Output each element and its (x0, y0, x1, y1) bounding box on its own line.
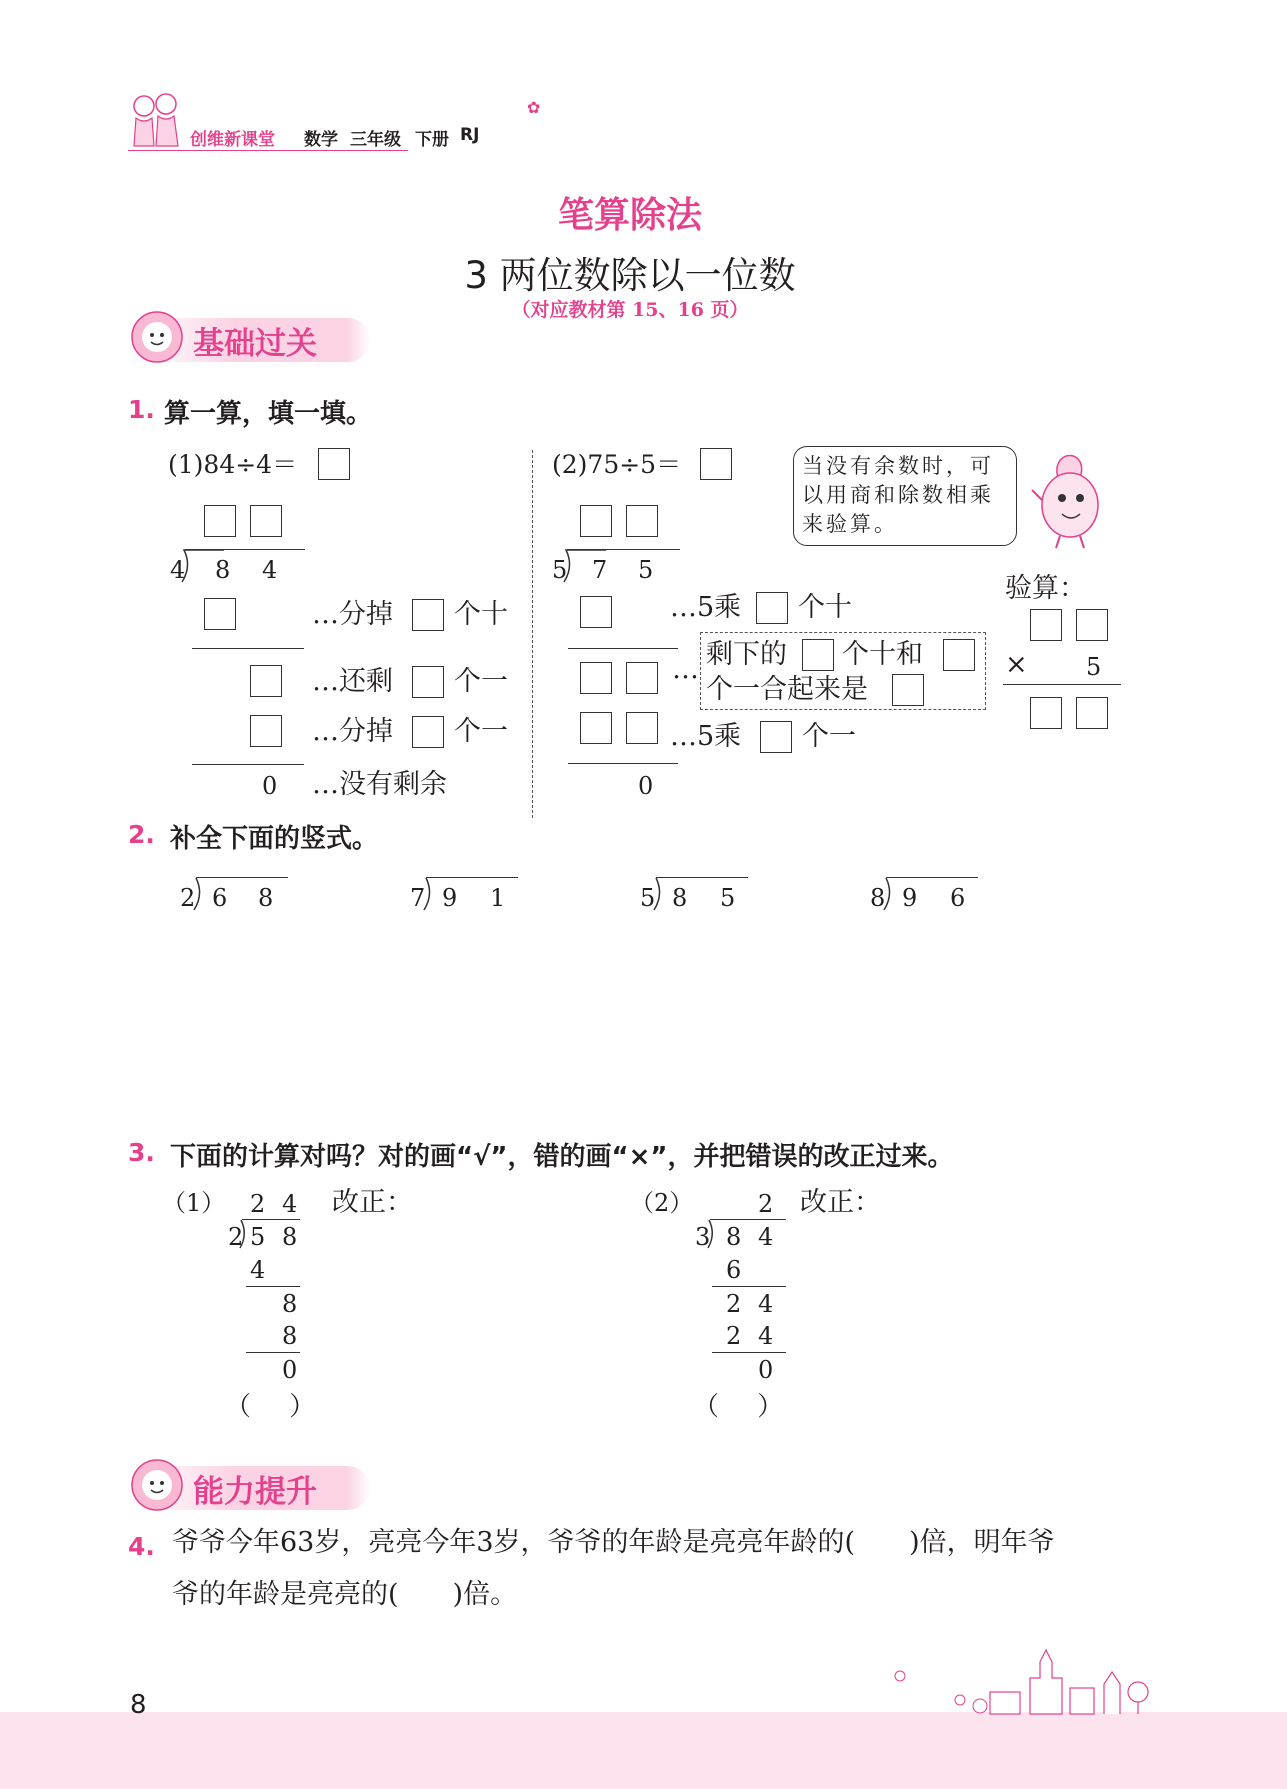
step-line (568, 763, 678, 764)
q3-p2-step: 6 (726, 1256, 742, 1284)
page-number: 8 (130, 1690, 147, 1720)
q3-p2-step-digit: 2 (726, 1322, 742, 1350)
quotient-box[interactable] (204, 505, 236, 537)
q3-p1-answer-paren[interactable]: （ ） (225, 1392, 316, 1422)
q2-divisor: 8 (870, 884, 886, 912)
q2-dividend-digit: 6 (212, 884, 228, 912)
q1-text: 算一算，填一填。 (164, 399, 373, 429)
step-box[interactable] (250, 715, 282, 747)
division-bar (242, 1219, 300, 1220)
q3-p2-quotient: 2 (758, 1190, 774, 1218)
q1-number: 1. (128, 395, 155, 424)
q1-p1-note: 个一 (454, 716, 508, 747)
q1-p1-expression: (1)84÷4＝ (168, 450, 298, 479)
check-label: 验算： (1005, 573, 1086, 604)
q1-p1-note: …还剩 (312, 666, 393, 697)
step-box[interactable] (204, 598, 236, 630)
fill-box[interactable] (412, 716, 444, 748)
q1-p1-note: …没有剩余 (312, 769, 447, 800)
q2-divisor: 2 (180, 884, 196, 912)
q1-p2-note: …5乘 (670, 592, 742, 623)
quotient-box[interactable] (580, 505, 612, 537)
step-line (568, 648, 678, 649)
fill-box[interactable] (943, 639, 975, 671)
q1-p1-note: 个一 (454, 666, 508, 697)
q1-p2-dots: … (672, 654, 699, 685)
q2-divisor: 5 (640, 884, 656, 912)
q3-p2-divisor: 3 (695, 1223, 711, 1251)
check-line (1003, 684, 1121, 685)
q1-p1-note: …分掉 (312, 599, 393, 630)
q3-p1-remainder: 0 (282, 1356, 298, 1384)
q1-p2-divisor: 5 (552, 556, 568, 584)
header-volume: 下册 (415, 130, 449, 150)
q3-number: 3. (128, 1138, 155, 1167)
step-line (712, 1286, 786, 1287)
step-box[interactable] (580, 662, 612, 694)
q2-divisor: 7 (410, 884, 426, 912)
q1-p2-dividend-digit: 5 (638, 556, 654, 584)
division-bar (185, 549, 305, 550)
step-line (192, 648, 304, 649)
q1-p1-note: …分掉 (312, 716, 393, 747)
q1-p2-note: 个十 (798, 592, 852, 623)
q2-number: 2. (128, 820, 155, 849)
step-line (712, 1352, 786, 1353)
q1-p2-dashed-text: 个一合起来是 (706, 674, 868, 705)
q2-dividend-digit: 9 (442, 884, 458, 912)
q1-p1-dividend-digit: 8 (215, 556, 231, 584)
castle-illustration (880, 1648, 1170, 1716)
fill-box[interactable] (802, 639, 834, 671)
q3-p2-step-digit: 2 (726, 1290, 742, 1318)
header-subject: 数学 (304, 130, 338, 150)
q1-p1-answer-box[interactable] (318, 448, 350, 480)
header-mascots (126, 88, 186, 150)
q3-p2-dividend-digit: 4 (758, 1223, 774, 1251)
times-sign: × (1005, 649, 1028, 680)
q3-p1-step: 8 (282, 1290, 298, 1318)
q1-p2-expression: (2)75÷5＝ (552, 450, 682, 479)
q1-p1-note: 个十 (454, 599, 508, 630)
check-box[interactable] (1076, 609, 1108, 641)
q2-text: 补全下面的竖式。 (170, 824, 379, 854)
q1-p2-dividend-digit: 7 (592, 556, 608, 584)
q2-dividend-digit: 5 (720, 884, 736, 912)
step-box[interactable] (626, 662, 658, 694)
section-title-ability: 能力提升 (193, 1474, 317, 1510)
dashed-divider (532, 450, 533, 818)
q3-p1-label: （1） (162, 1189, 226, 1217)
q2-dividend-digit: 9 (902, 884, 918, 912)
q3-p1-divisor: 2 (228, 1223, 244, 1251)
division-bar (710, 1219, 786, 1220)
q1-p2-answer-box[interactable] (700, 448, 732, 480)
header-underline (128, 150, 408, 151)
q3-p1-correct-label: 改正： (332, 1187, 413, 1218)
step-box[interactable] (580, 596, 612, 628)
q1-p1-divisor: 4 (170, 556, 186, 584)
step-box[interactable] (626, 712, 658, 744)
step-box[interactable] (580, 712, 612, 744)
fill-box[interactable] (412, 599, 444, 631)
fill-box[interactable] (412, 666, 444, 698)
header-series: 创维新课堂 (190, 130, 275, 150)
division-bar (656, 877, 748, 878)
division-bar (886, 877, 978, 878)
q2-dividend-digit: 8 (258, 884, 274, 912)
division-bar (426, 877, 518, 878)
cartoon-mascot (1030, 450, 1120, 550)
q4-number: 4. (128, 1532, 155, 1561)
q3-p1-step: 8 (282, 1322, 298, 1350)
q2-dividend-digit: 8 (672, 884, 688, 912)
header-edition: RJ (460, 125, 480, 145)
q4-line2: 爷的年龄是亮亮的( )倍。 (172, 1579, 518, 1610)
q3-p1-quotient-digit: 4 (282, 1190, 298, 1218)
section-title-basic: 基础过关 (193, 326, 317, 362)
check-box[interactable] (1030, 697, 1062, 729)
fill-box[interactable] (756, 592, 788, 624)
q2-dividend-digit: 1 (490, 884, 506, 912)
q3-p2-answer-paren[interactable]: （ ） (693, 1392, 784, 1422)
division-bar (196, 877, 288, 878)
lesson-title: 3 两位数除以一位数 (464, 254, 796, 297)
check-multiplier: 5 (1086, 653, 1102, 681)
check-box[interactable] (1076, 697, 1108, 729)
quotient-box[interactable] (626, 505, 658, 537)
q1-p2-dashed-text: 剩下的 (706, 639, 787, 670)
hint-text: 当没有余数时，可以用商和除数相乘来验算。 (802, 454, 994, 536)
fill-box[interactable] (892, 674, 924, 706)
division-bar (567, 549, 680, 550)
q3-p1-quotient-digit: 2 (250, 1190, 266, 1218)
q3-p1-dividend-digit: 8 (282, 1223, 298, 1251)
quotient-box[interactable] (250, 505, 282, 537)
q1-p2-note: 个一 (802, 721, 856, 752)
q3-p2-dividend-digit: 8 (726, 1223, 742, 1251)
step-line (246, 1352, 300, 1353)
flower-icon: ✿ (527, 98, 541, 117)
q3-p2-step-digit: 4 (758, 1290, 774, 1318)
footer-band (0, 1712, 1287, 1789)
q3-p1-step: 4 (250, 1256, 266, 1284)
mascot-icon (130, 310, 184, 364)
page-title: 笔算除法 (557, 195, 702, 236)
fill-box[interactable] (760, 721, 792, 753)
step-line (246, 1286, 300, 1287)
step-box[interactable] (250, 665, 282, 697)
q3-p2-correct-label: 改正： (800, 1187, 881, 1218)
q3-p2-remainder: 0 (758, 1356, 774, 1384)
q1-p2-note: …5乘 (670, 721, 742, 752)
q3-text: 下面的计算对吗？对的画“√”，错的画“×”，并把错误的改正过来。 (170, 1142, 954, 1172)
q4-line1: 爷爷今年63岁，亮亮今年3岁，爷爷的年龄是亮亮年龄的( )倍，明年爷 (172, 1527, 1055, 1558)
q3-p2-step-digit: 4 (758, 1322, 774, 1350)
q1-p2-remainder: 0 (638, 772, 654, 800)
check-box[interactable] (1030, 609, 1062, 641)
textbook-reference: （对应教材第 15、16 页） (511, 299, 749, 321)
mascot-icon (130, 1458, 184, 1512)
q3-p1-dividend-digit: 5 (250, 1223, 266, 1251)
q1-p1-dividend-digit: 4 (262, 556, 278, 584)
q2-dividend-digit: 6 (950, 884, 966, 912)
step-line (192, 764, 304, 765)
header-grade: 三年级 (350, 130, 401, 150)
q1-p2-dashed-text: 个十和 (842, 639, 923, 670)
q1-p1-remainder: 0 (262, 772, 278, 800)
q3-p2-label: （2） (630, 1189, 694, 1217)
